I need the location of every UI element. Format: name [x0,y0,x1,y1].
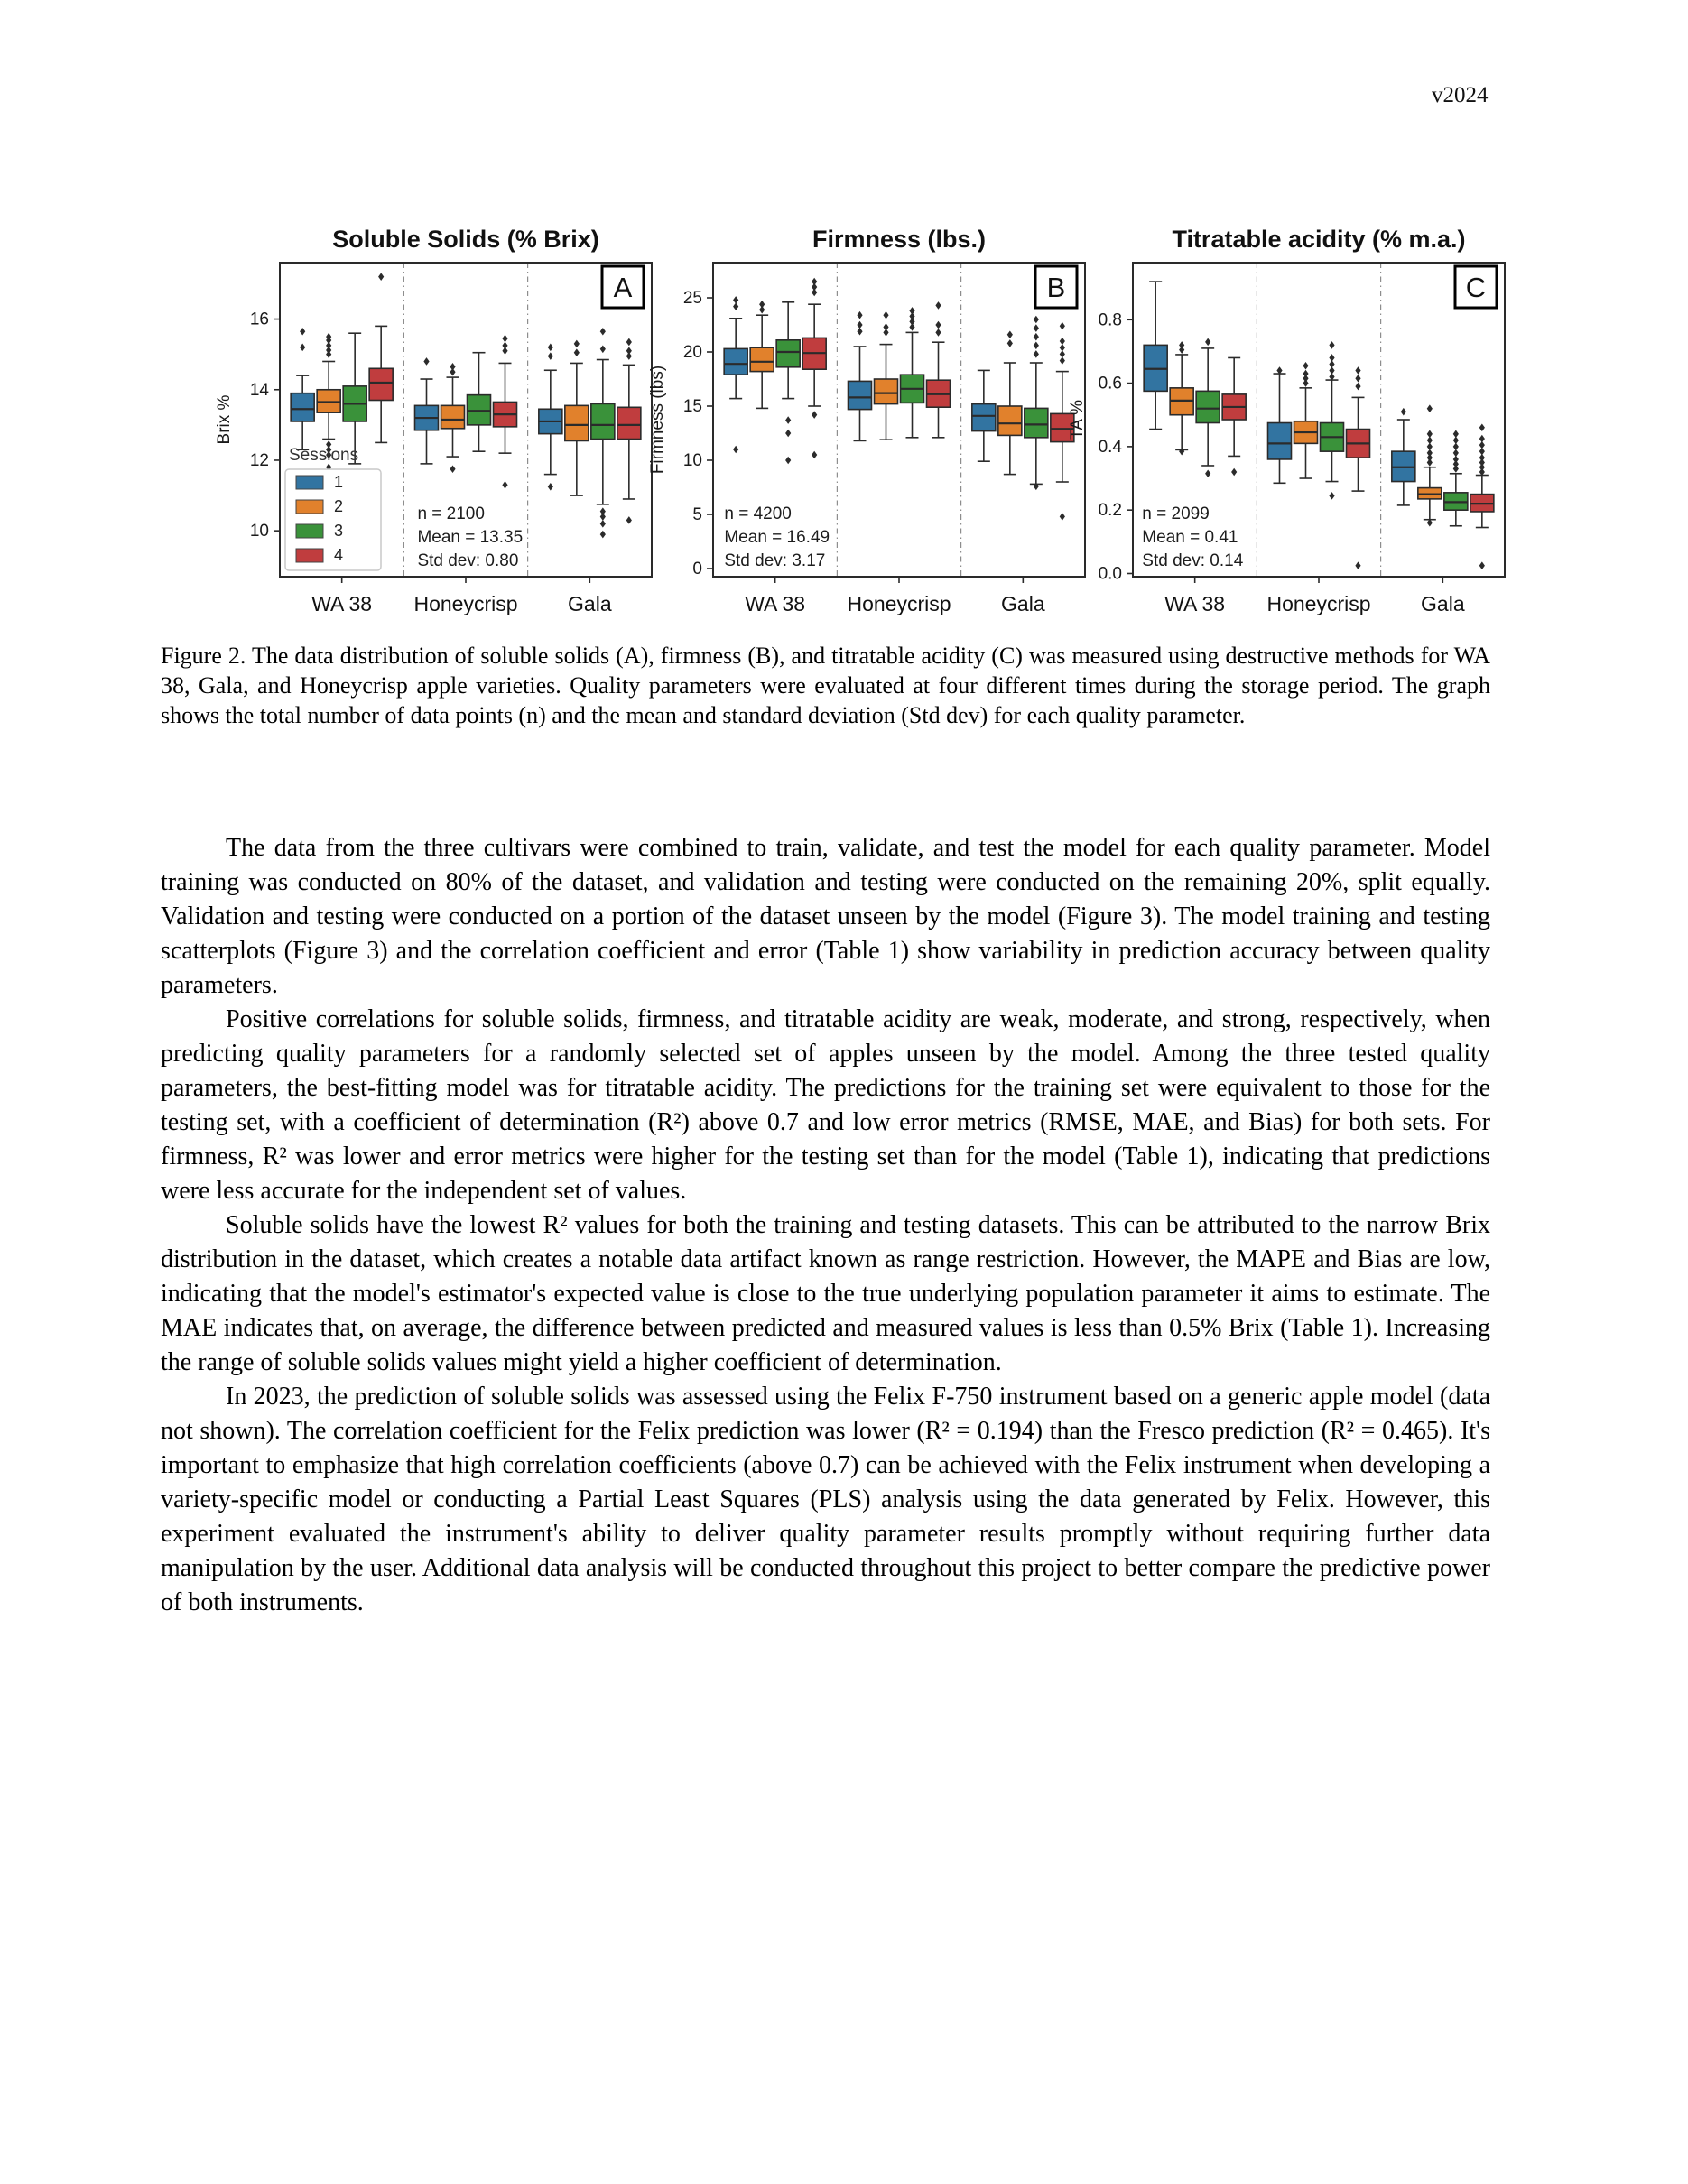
y-axis [1099,310,1133,583]
outlier-marker [450,465,455,473]
outlier-marker [935,321,941,329]
x-category-label: WA 38 [1164,592,1226,615]
outlier-marker [1401,408,1406,416]
panel-letter: B [1046,272,1066,303]
outlier-marker [626,347,632,355]
svg-text:Mean = 16.49: Mean = 16.49 [724,528,830,547]
outlier-marker [300,328,305,336]
y-axis [250,310,280,541]
outlier-marker [502,481,507,489]
box-session-1 [1144,282,1167,429]
stats-annotation [1142,504,1243,570]
body-paragraph-3: Soluble solids have the lowest R² values for both the training and testing datasets. This can be attributed to the narrow Brix distribution in the dataset, which creates a notable data artifact known as range restriction. However, the MAPE and Bias are low, indicating that the model's estimator's expected value is close to the true underlying population parameter it aims to estimate. The MAE indicates that, on average, the difference between predicted and measured values is less than 0.5% Brix (Table 1). Increasing the range of soluble solids values might yield a higher coefficient of determination. [161,1211,1490,1376]
outlier-marker [1355,561,1360,569]
outlier-marker [733,446,738,454]
box-session-1 [1392,408,1415,505]
outlier-marker [502,335,507,343]
box-session-2 [1418,404,1442,526]
stats-annotation [724,504,830,570]
outlier-marker [883,311,888,319]
box-session-1 [291,328,314,449]
y-tick-label: 25 [682,289,702,308]
chart-title: Firmness (lbs.) [812,226,987,253]
outlier-marker [626,338,632,347]
outlier-marker [1355,375,1360,383]
legend-label: 4 [334,546,344,564]
outlier-marker [1034,324,1039,332]
y-tick-label: 0.0 [1098,564,1122,584]
outlier-marker [574,348,580,356]
boxplot-chart-soluble-solids [208,215,668,648]
outlier-marker [600,345,606,353]
box-session-4 [1347,366,1370,569]
body-paragraph-2: Positive correlations for soluble solids, firmness, and titratable acidity are weak, moderate, and strong, respectively, when predicting quality parameters for a randomly selected set of apples unseen by the model. Among the three tested quality parameters, the best-fitting model was for titratable acidity. The predictions for the training set were equivalent to those for the testing set, with a coefficient of determination (R²) above 0.7 and low error metrics (RMSE, MAE, and Bias) for both sets. For firmness, R² was lower and error metrics were higher for the testing set than for the model (Table 1), indicating that predictions were less accurate for the independent set of values. [161,1005,1490,1205]
svg-text:Std dev: 0.14: Std dev: 0.14 [1142,551,1244,570]
panel-letter: A [613,272,633,303]
y-tick-label: 5 [692,505,702,524]
panel-letter: C [1465,272,1487,303]
box-group-honeycrisp [415,335,517,489]
box-session-1 [972,370,996,461]
outlier-marker [785,416,791,424]
box-group-wa38 [291,273,393,471]
box-session-1 [849,311,872,441]
outlier-marker [574,340,580,348]
box-session-2 [1294,362,1318,478]
body-paragraph-4: In 2023, the prediction of soluble solids was assessed using the Felix F-750 instrument based on a generic apple model (data not shown). The correlation coefficient for the Felix prediction was lower (R² = 0.194) than the Fresco prediction (R² = 0.465). It's important to emphasize that high correlation coefficients (above 0.7) can be achieved with the Felix instrument when developing a variety-specific model or conducting a Partial Least Squares (PLS) analysis using the data generated by Felix. However, this experiment evaluated the instrument's ability to deliver quality parameter results promptly without requiring further data manipulation by the user. Additional data analysis will be conducted throughout this project to better compare the predictive power of both instruments. [161,1383,1490,1616]
outlier-marker [785,430,791,438]
outlier-marker [600,520,606,528]
outlier-marker [1179,341,1184,349]
outlier-marker [1329,354,1334,362]
box-session-3 [343,333,366,464]
x-category-label: Honeycrisp [847,592,951,615]
body-paragraph-1: The data from the three cultivars were combined to train, validate, and test the model for each quality parameter. Model training was conducted on 80% of the dataset, and validation and testing were conducted on the remaining 20%, split equally. Validation and testing were conducted on a portion of the dataset unseen by the model (Figure 3). The model training and testing scatterplots (Figure 3) and the correlation coefficient and error (Table 1) show variability in prediction accuracy between quality parameters. [161,834,1490,999]
y-axis [683,289,713,578]
sessions-legend [285,446,381,570]
outlier-marker [785,457,791,465]
box-session-4 [369,273,393,442]
outlier-marker [1427,430,1433,439]
svg-text:n = 4200: n = 4200 [724,504,792,523]
figure-2-charts [162,215,1535,648]
outlier-marker [1427,404,1433,412]
y-tick-label: 0 [692,560,702,578]
box-group-honeycrisp [849,301,951,440]
outlier-marker [857,321,862,329]
stats-annotation [417,504,523,570]
outlier-marker [1034,333,1039,341]
x-category-label: Gala [1421,592,1465,615]
x-category-label: Honeycrisp [413,592,518,615]
legend-label: 1 [334,473,344,491]
y-tick-label: 0.4 [1098,437,1122,457]
x-category-label: Honeycrisp [1266,592,1371,615]
box-session-4 [617,338,641,524]
legend-swatch-1 [296,476,323,489]
outlier-marker [1355,383,1360,391]
y-tick-label: 10 [682,451,702,470]
y-axis-label: TA % [1068,400,1087,440]
outlier-marker [548,352,553,360]
chart-title: Titratable acidity (% m.a.) [1172,226,1466,253]
y-tick-label: 10 [249,522,269,541]
box-session-3 [591,328,615,538]
outlier-marker [1034,350,1039,358]
y-tick-label: 12 [249,450,269,470]
y-tick-label: 0.2 [1098,501,1122,521]
x-category-label: Gala [568,592,612,615]
outlier-marker [626,516,632,524]
outlier-marker [733,296,738,304]
outlier-marker [502,342,507,350]
outlier-marker [812,451,817,459]
y-axis-label: Brix % [215,394,234,445]
box-session-3 [468,353,491,451]
outlier-marker [1355,366,1360,375]
box-session-3 [1444,430,1468,526]
version-tag: v2024 [1432,83,1489,107]
figure-caption: Figure 2. The data distribution of soluble solids (A), firmness (B), and titratable acidity (C) was measured using destructive methods for WA 38, Gala, and Honeycrisp apple varieties. Quality parameters were evaluated at four different times during the storage period. The graph shows the total number of data points (n) and the mean and standard deviation (Std dev) for each quality parameter. [161,643,1490,728]
legend-label: 3 [334,522,344,540]
svg-text:Mean = 13.35: Mean = 13.35 [417,528,524,547]
outlier-marker [548,483,553,491]
box-session-4 [802,278,826,459]
box-session-1 [415,357,439,464]
outlier-marker [600,513,606,521]
x-category-label: Gala [1001,592,1045,615]
box-session-4 [494,335,517,489]
outlier-marker [1205,469,1210,477]
box-session-3 [776,302,800,465]
legend-swatch-2 [296,500,323,514]
box-group-gala [1392,404,1494,569]
outlier-marker [1479,435,1485,443]
box-group-honeycrisp [1268,341,1370,569]
box-session-2 [441,363,465,473]
boxplot-chart-firmness [641,215,1101,648]
box-session-4 [927,301,951,438]
legend-label: 2 [334,497,344,515]
outlier-marker [1205,338,1210,347]
box-session-2 [1170,341,1193,455]
box-session-3 [1321,341,1344,500]
box-group-wa38 [724,278,826,465]
box-session-3 [901,307,924,438]
x-category-label: WA 38 [745,592,806,615]
box-session-3 [1196,338,1220,477]
box-session-1 [724,296,747,453]
y-tick-label: 15 [682,397,702,416]
outlier-marker [450,363,455,371]
box-session-1 [539,344,562,491]
svg-text:n = 2099: n = 2099 [1142,504,1210,523]
outlier-marker [1034,342,1039,350]
box-session-2 [875,311,898,440]
outlier-marker [378,273,384,281]
outlier-marker [600,328,606,336]
svg-text:Mean = 0.41: Mean = 0.41 [1142,528,1238,547]
y-tick-label: 16 [249,310,269,329]
outlier-marker [909,307,914,315]
x-category-label: WA 38 [311,592,373,615]
legend-swatch-4 [296,549,323,562]
boxplot-chart-titratable-acidity [1061,215,1521,648]
outlier-marker [759,301,765,309]
outlier-marker [1034,316,1039,324]
outlier-marker [883,323,888,331]
y-tick-label: 0.8 [1098,310,1122,330]
outlier-marker [1329,341,1334,349]
box-session-4 [1222,357,1246,476]
y-tick-label: 0.6 [1098,374,1122,393]
outlier-marker [1479,423,1485,431]
outlier-marker [1231,468,1237,477]
box-session-2 [750,301,774,409]
box-session-3 [1025,316,1048,490]
legend-swatch-3 [296,524,323,538]
legend-title: Sessions [289,446,359,465]
outlier-marker [1453,430,1459,439]
y-tick-label: 14 [249,380,269,400]
svg-text:n = 2100: n = 2100 [417,504,485,523]
box-session-4 [1470,423,1494,569]
outlier-marker [1329,492,1334,500]
y-tick-label: 20 [682,343,702,362]
outlier-marker [1007,339,1013,347]
outlier-marker [548,344,553,352]
y-axis-label: Firmness (lbs) [648,365,667,475]
body-text [161,831,1490,1620]
outlier-marker [300,344,305,352]
box-group-gala [539,328,641,538]
svg-text:Std dev: 3.17: Std dev: 3.17 [724,551,826,570]
outlier-marker [935,329,941,337]
outlier-marker [1303,362,1308,370]
box-session-1 [1268,366,1292,483]
outlier-marker [935,301,941,310]
outlier-marker [600,531,606,539]
svg-text:Std dev: 0.80: Std dev: 0.80 [417,551,519,570]
outlier-marker [423,357,429,366]
outlier-marker [857,311,862,319]
box-group-wa38 [1144,282,1246,477]
outlier-marker [812,411,817,419]
box-group-gala [972,316,1074,521]
box-session-2 [565,340,589,495]
box-session-2 [998,331,1022,475]
outlier-marker [1479,561,1485,569]
outlier-marker [1303,370,1308,378]
chart-title: Soluble Solids (% Brix) [332,226,599,253]
outlier-marker [812,278,817,286]
outlier-marker [1179,448,1184,456]
outlier-marker [1007,331,1013,339]
